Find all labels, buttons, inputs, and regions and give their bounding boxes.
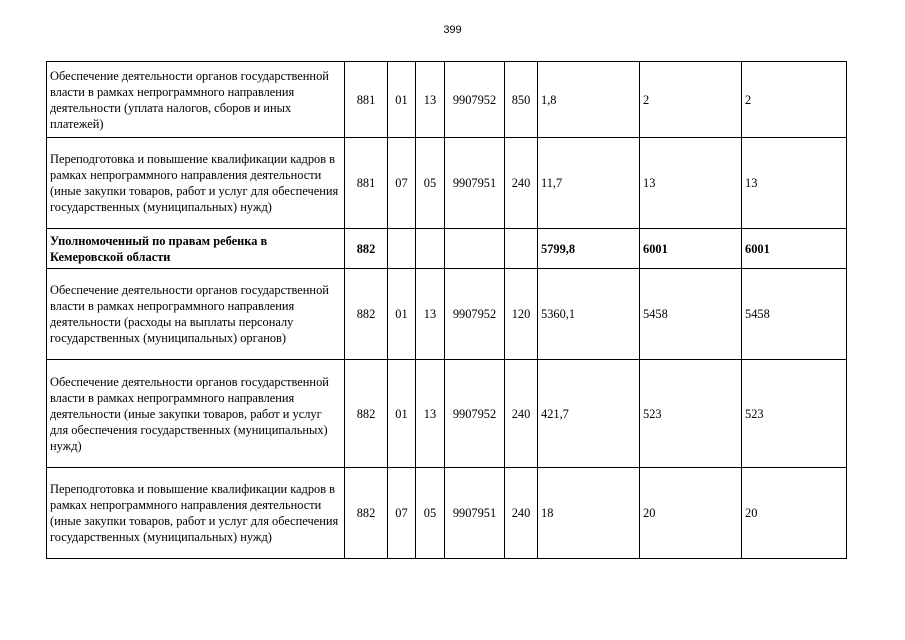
row-name: Переподготовка и повышение квалификации кадров в рамках непрограммного направления деятельности (иные закупки товаров, работ и услуг для обеспечения государственных (муниципальных) нужд): [47, 138, 345, 229]
expense-type-code: 240: [505, 360, 538, 468]
amount-year-3: 523: [742, 360, 847, 468]
ministry-code: 882: [345, 468, 388, 559]
amount-year-2: 523: [640, 360, 742, 468]
section-code: 07: [388, 468, 416, 559]
expense-type-code: 850: [505, 62, 538, 138]
amount-year-2: 6001: [640, 229, 742, 269]
amount-year-3: 13: [742, 138, 847, 229]
subsection-code: 13: [416, 62, 445, 138]
target-code: 9907952: [445, 360, 505, 468]
amount-year-3: 20: [742, 468, 847, 559]
target-code: 9907952: [445, 269, 505, 360]
section-code: 07: [388, 138, 416, 229]
section-code: 01: [388, 269, 416, 360]
target-code: 9907951: [445, 468, 505, 559]
section-code: [388, 229, 416, 269]
amount-year-3: 5458: [742, 269, 847, 360]
section-code: 01: [388, 62, 416, 138]
expense-type-code: 120: [505, 269, 538, 360]
amount-year-1: 18: [538, 468, 640, 559]
budget-table: [46, 61, 847, 559]
table-row: [47, 229, 847, 269]
amount-year-2: 13: [640, 138, 742, 229]
table-row: [47, 269, 847, 360]
amount-year-3: 6001: [742, 229, 847, 269]
subsection-code: 05: [416, 468, 445, 559]
row-name: Уполномоченный по правам ребенка в Кемеровской области: [47, 229, 345, 269]
expense-type-code: 240: [505, 138, 538, 229]
page-number: 399: [443, 24, 462, 36]
ministry-code: 882: [345, 360, 388, 468]
amount-year-2: 2: [640, 62, 742, 138]
ministry-code: 882: [345, 269, 388, 360]
amount-year-2: 5458: [640, 269, 742, 360]
ministry-code: 881: [345, 138, 388, 229]
table-row: [47, 138, 847, 229]
amount-year-1: 5360,1: [538, 269, 640, 360]
amount-year-3: 2: [742, 62, 847, 138]
amount-year-2: 20: [640, 468, 742, 559]
table-row: [47, 468, 847, 559]
subsection-code: [416, 229, 445, 269]
amount-year-1: 1,8: [538, 62, 640, 138]
table-row: [47, 360, 847, 468]
target-code: 9907951: [445, 138, 505, 229]
row-name: Обеспечение деятельности органов государственной власти в рамках непрограммного направления деятельности (расходы на выплаты персоналу государственных (муниципальных) органов): [47, 269, 345, 360]
target-code: 9907952: [445, 62, 505, 138]
expense-type-code: [505, 229, 538, 269]
amount-year-1: 421,7: [538, 360, 640, 468]
subsection-code: 13: [416, 360, 445, 468]
amount-year-1: 11,7: [538, 138, 640, 229]
ministry-code: 881: [345, 62, 388, 138]
section-code: 01: [388, 360, 416, 468]
table-row: [47, 62, 847, 138]
row-name: Обеспечение деятельности органов государственной власти в рамках непрограммного направления деятельности (уплата налогов, сборов и иных платежей): [47, 62, 345, 138]
ministry-code: 882: [345, 229, 388, 269]
target-code: [445, 229, 505, 269]
expense-type-code: 240: [505, 468, 538, 559]
subsection-code: 13: [416, 269, 445, 360]
subsection-code: 05: [416, 138, 445, 229]
row-name: Переподготовка и повышение квалификации кадров в рамках непрограммного направления деятельности (иные закупки товаров, работ и услуг для обеспечения государственных (муниципальных) нужд): [47, 468, 345, 559]
amount-year-1: 5799,8: [538, 229, 640, 269]
row-name: Обеспечение деятельности органов государственной власти в рамках непрограммного направления деятельности (иные закупки товаров, работ и услуг для обеспечения государственных (муниципальных) нужд): [47, 360, 345, 468]
